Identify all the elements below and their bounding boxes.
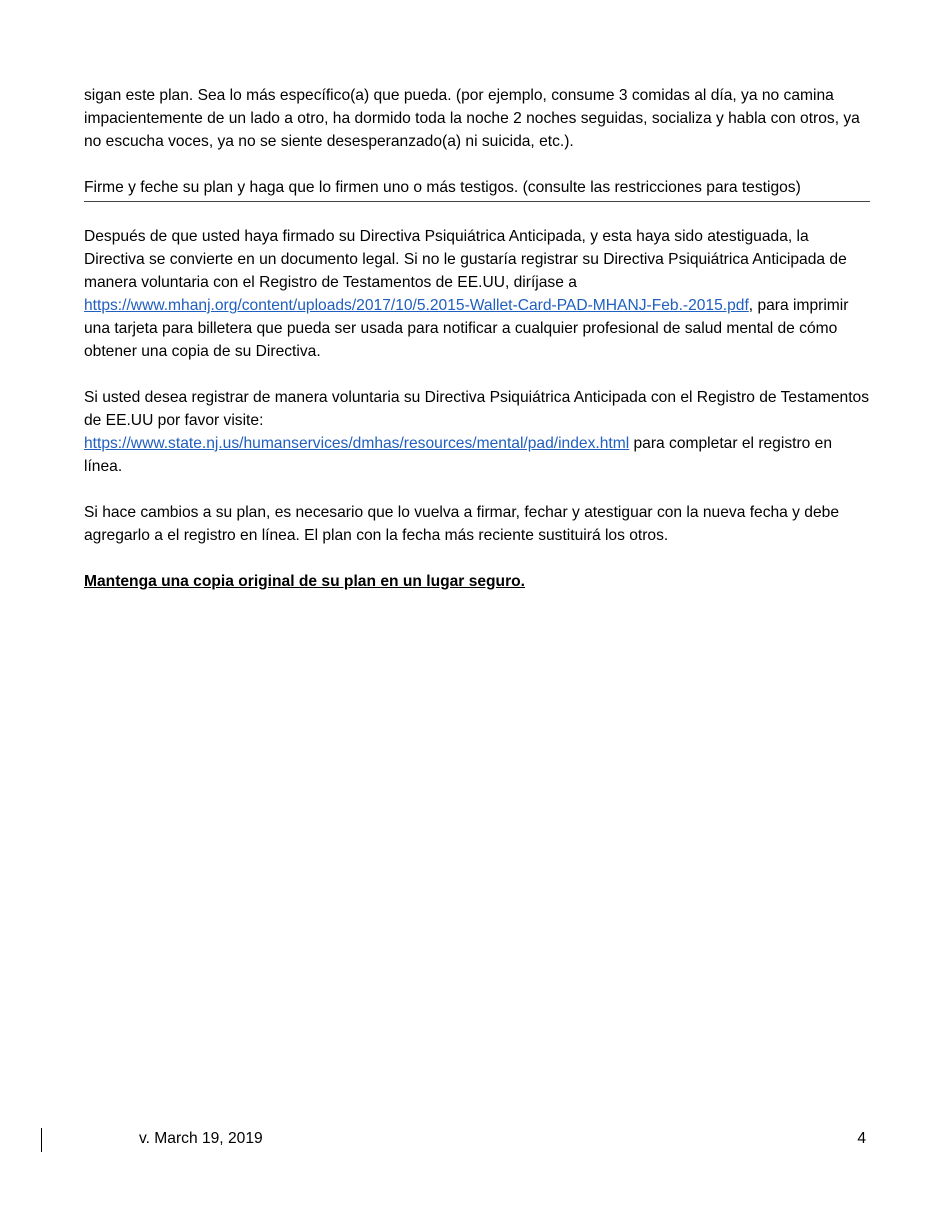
paragraph-legal-document-text: Después de que usted haya firmado su Directiva Psiquiátrica Anticipada, y esta haya sido atestiguada, la Directiva se convierte en un documento legal. Si no le gustaría registrar su Directiva Psiquiátrica Anticipada de manera voluntaria con el Registro de Testamentos de EE.UU, diríjase a bbox=[84, 228, 847, 291]
paragraph-register bbox=[84, 386, 870, 478]
revision-bar bbox=[41, 1128, 42, 1152]
paragraph-register-continuation: para completar el registro en línea. bbox=[84, 435, 832, 475]
paragraph-gap bbox=[84, 547, 870, 570]
paragraph-gap bbox=[84, 363, 870, 386]
paragraph-legal-document bbox=[84, 225, 870, 363]
footer-version: v. March 19, 2019 bbox=[139, 1130, 263, 1147]
document-body bbox=[84, 84, 870, 593]
paragraph-register-text: Si usted desea registrar de manera voluntaria su Directiva Psiquiátrica Anticipada con el Registro de Testamentos de EE.UU por favor visite: bbox=[84, 389, 870, 429]
paragraph-gap bbox=[84, 478, 870, 501]
keep-copy-notice: Mantenga una copia original de su plan en un lugar seguro. bbox=[84, 573, 526, 590]
paragraph-sign-and-date bbox=[84, 176, 870, 202]
paragraph-gap bbox=[84, 153, 870, 176]
wallet-card-link[interactable]: https://www.mhanj.org/content/uploads/2017/10/5.2015-Wallet-Card-PAD-MHANJ-Feb.-2015.pdf bbox=[84, 297, 749, 314]
paragraph-keep-copy bbox=[84, 570, 870, 593]
registry-link[interactable]: https://www.state.nj.us/humanservices/dmhas/resources/mental/pad/index.html bbox=[84, 435, 630, 452]
paragraph-changes bbox=[84, 501, 870, 547]
paragraph-specific-signs-text: sigan este plan. Sea lo más específico(a) que pueda. (por ejemplo, consume 3 comidas al día, ya no camina impacientemente de un lado a otro, ha dormido toda la noche 2 noches seguidas, socializa y habla con otros, ya no escucha voces, ya no se siente desesperanzado(a) ni suicida, etc.). bbox=[84, 87, 860, 150]
paragraph-changes-text: Si hace cambios a su plan, es necesario que lo vuelva a firmar, fechar y atestiguar con la nueva fecha y debe agregarlo a el registro en línea. El plan con la fecha más reciente sustituirá los otros. bbox=[84, 504, 840, 544]
page-footer bbox=[0, 1128, 950, 1156]
paragraph-gap bbox=[84, 202, 870, 225]
paragraph-sign-and-date-text: Firme y feche su plan y haga que lo firmen uno o más testigos. (consulte las restricciones para testigos) bbox=[84, 179, 801, 196]
paragraph-legal-document-continuation: , para imprimir una tarjeta para billetera que pueda ser usada para notificar a cualquier profesional de salud mental de cómo obtener una copia de su Directiva. bbox=[84, 297, 849, 360]
footer-page-number: 4 bbox=[857, 1130, 866, 1147]
paragraph-specific-signs bbox=[84, 84, 870, 153]
